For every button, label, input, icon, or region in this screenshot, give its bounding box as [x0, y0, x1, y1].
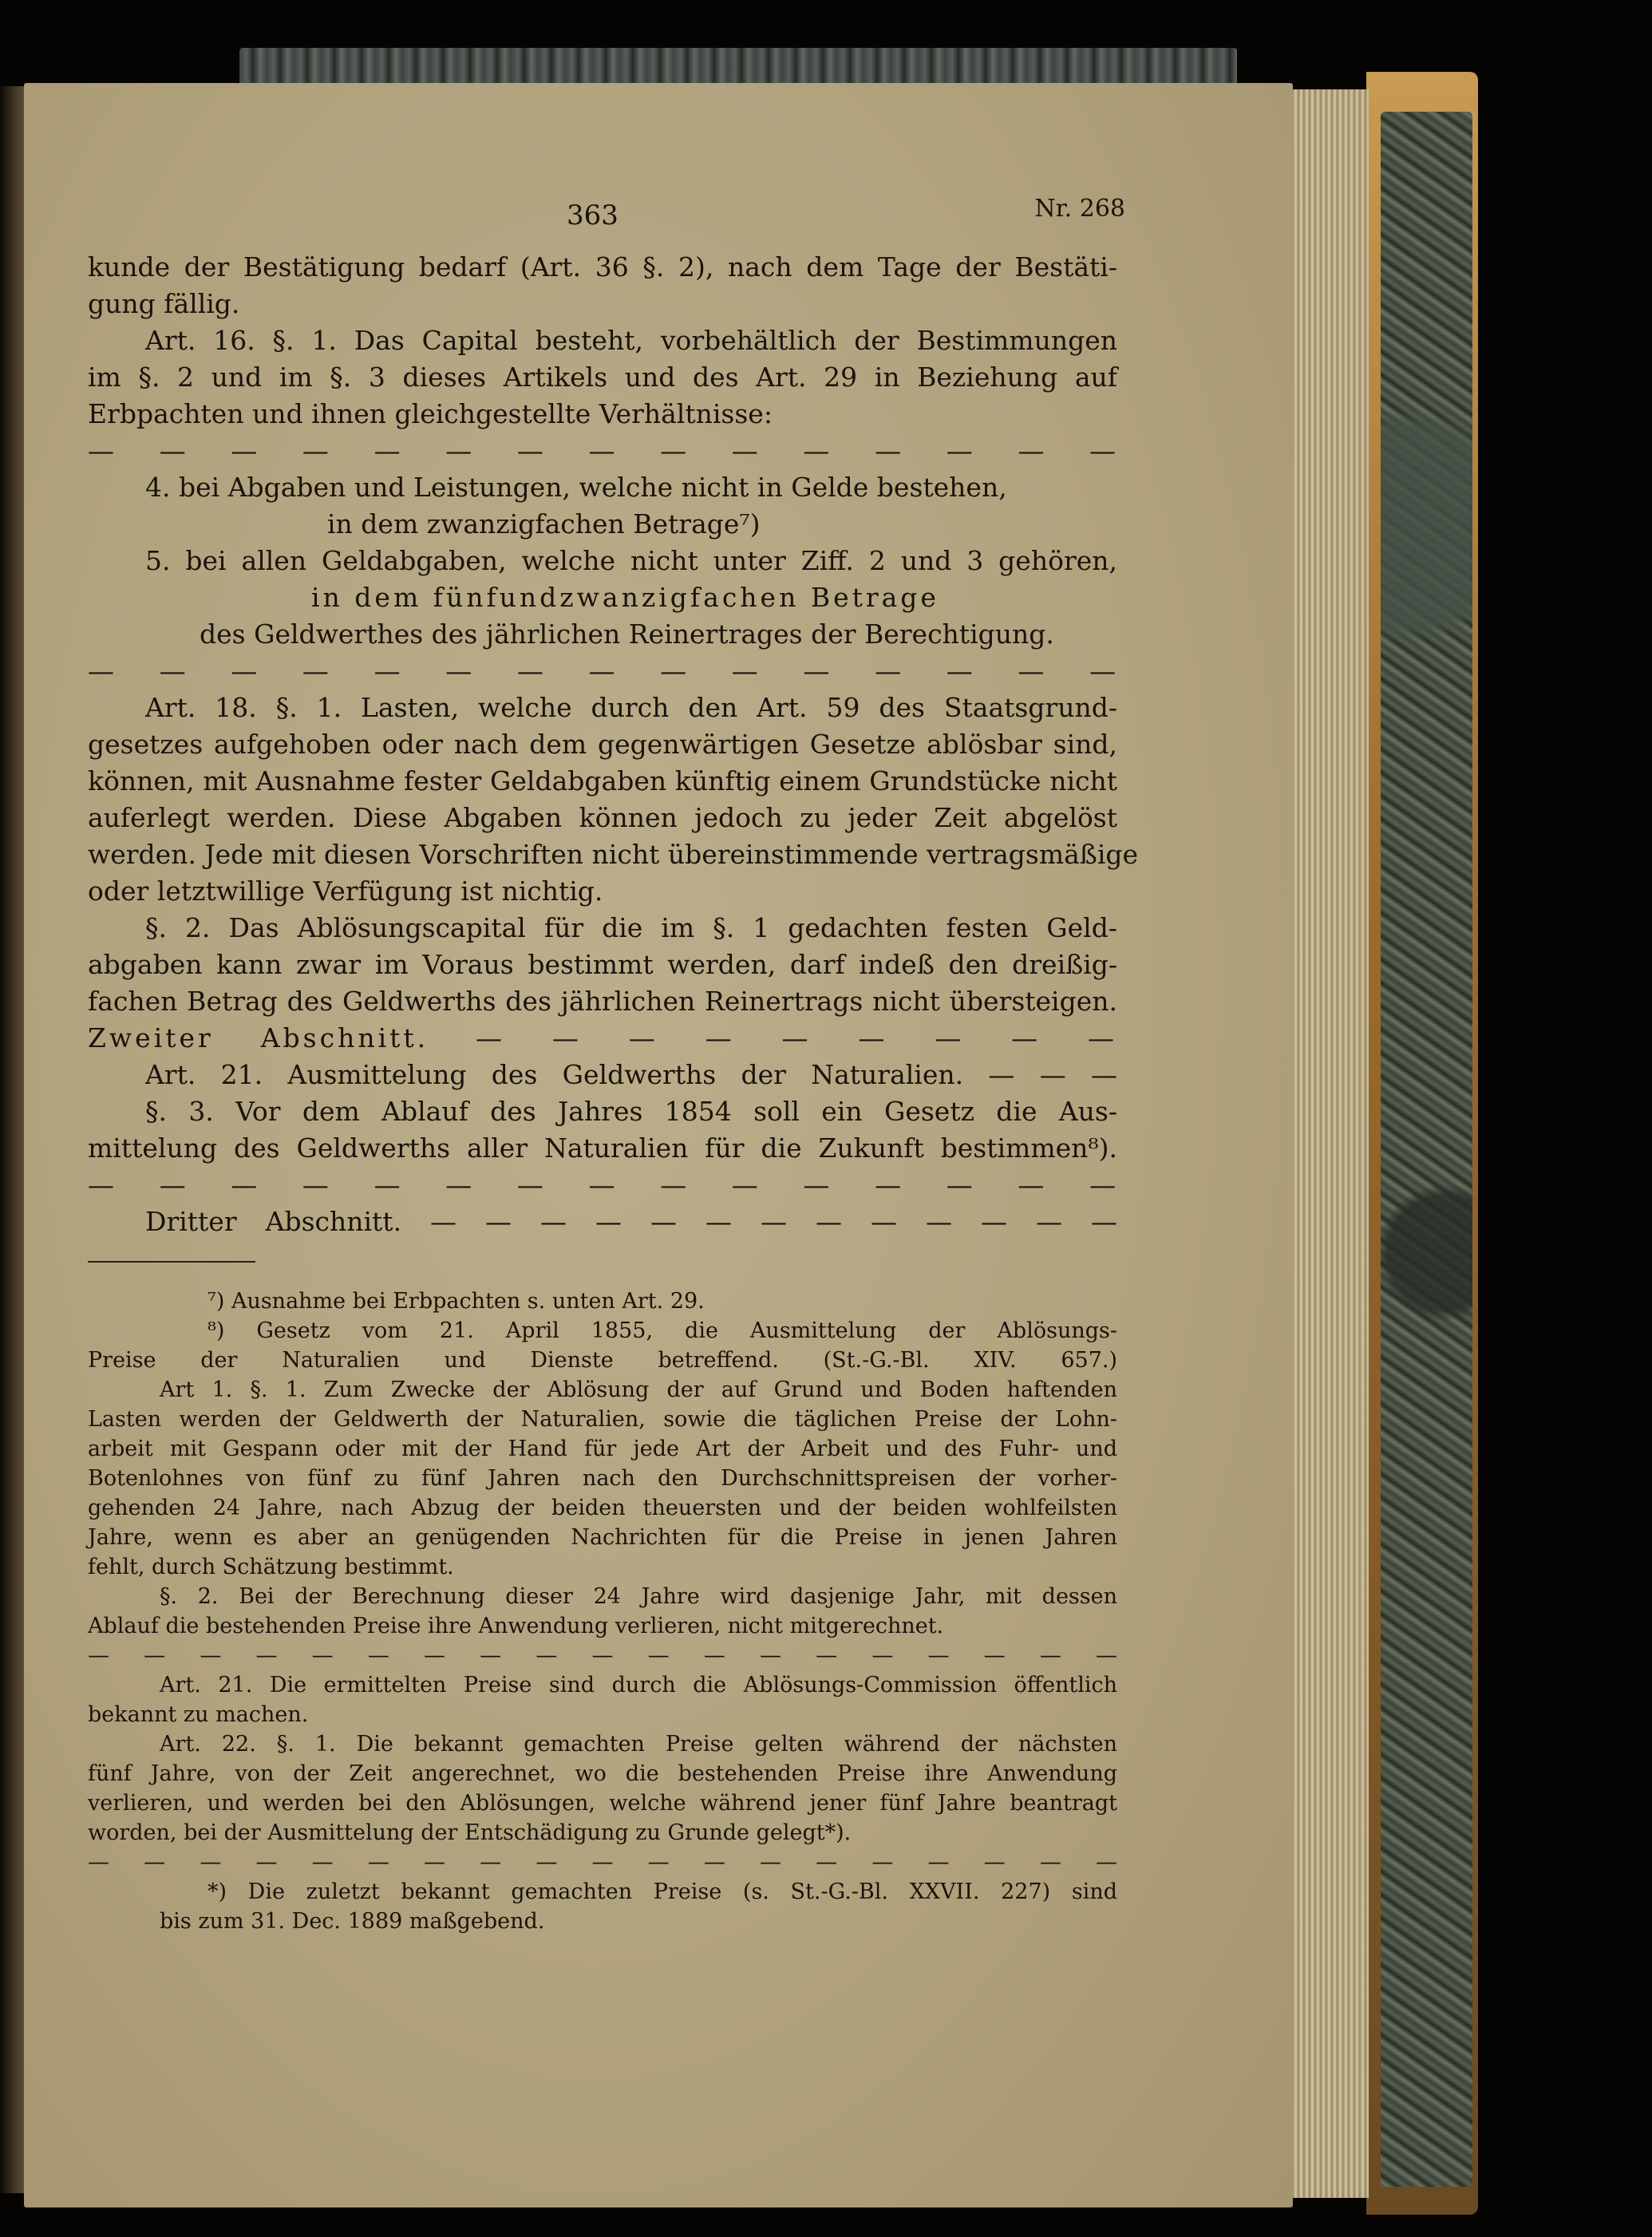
text-line: werden. Jede mit diesen Vorschriften nicht übereinstimmende vertragsmäßige: [88, 839, 1139, 870]
text-line: mittelung des Geldwerths aller Naturalien für die Zukunft bestimmen⁸).: [88, 1132, 1117, 1164]
footnote-line: bis zum 31. Dec. 1889 maßgebend.: [160, 1909, 545, 1934]
footnote-line: bekannt zu machen.: [88, 1702, 309, 1727]
footnote-line: Art. 21. Die ermittelten Preise sind durch die Ablösungs-Commission öffentlich: [160, 1673, 1117, 1698]
footnote-separator: [88, 1261, 255, 1263]
footnote-line: Botenlohnes von fünf zu fünf Jahren nach den Durchschnittspreisen der vorher-: [88, 1466, 1117, 1491]
text-line: im §. 2 und im §. 3 dieses Artikels und des Art. 29 in Beziehung auf: [88, 362, 1117, 393]
text-line: §. 3. Vor dem Ablauf des Jahres 1854 soll ein Gesetz die Aus-: [145, 1096, 1117, 1127]
footnote-line: verlieren, und werden bei den Ablösungen, welche während jener fünf Jahre beantragt: [88, 1791, 1117, 1816]
main-body: [88, 249, 1139, 1240]
text-line: Zweiter Abschnitt. — — — — — — — — —: [88, 1022, 1117, 1053]
footnote-line: fünf Jahre, von der Zeit angerechnet, wo die bestehenden Preise ihre Anwendung: [88, 1761, 1117, 1786]
text-line: gung fällig.: [88, 288, 240, 319]
text-line: Art. 21. Ausmittelung des Geldwerths der Naturalien. — — —: [145, 1059, 1117, 1090]
marbled-cover-paper: [1381, 112, 1472, 2187]
text-line: in dem zwanzigfachen Betrage⁷): [327, 508, 761, 539]
footnote-line: worden, bei der Ausmittelung der Entschädigung zu Grunde gelegt*).: [88, 1820, 852, 1845]
footnote-line: — — — — — — — — — — — — — — — — — — —: [88, 1643, 1117, 1668]
text-line: Art. 18. §. 1. Lasten, welche durch den Art. 59 des Staatsgrund-: [145, 692, 1117, 723]
text-line: fachen Betrag des Geldwerths des jährlichen Reinertrags nicht übersteigen.: [88, 986, 1117, 1017]
text-line: Erbpachten und ihnen gleichgestellte Verhältnisse:: [88, 398, 773, 429]
text-line: 5. bei allen Geldabgaben, welche nicht unter Ziff. 2 und 3 gehören,: [145, 545, 1117, 576]
facing-page-edge: [0, 86, 24, 2193]
text-line: Dritter Abschnitt. — — — — — — — — — — — — —: [145, 1206, 1117, 1237]
page-number: 363: [567, 200, 619, 231]
text-line: abgaben kann zwar im Voraus bestimmt werden, darf indeß den dreißig-: [88, 949, 1117, 980]
page-header: [88, 192, 1125, 249]
footnote-line: ⁸) Gesetz vom 21. April 1855, die Ausmittelung der Ablösungs-: [207, 1318, 1117, 1343]
footnote-line: *) Die zuletzt bekannt gemachten Preise (s. St.-G.-Bl. XXVII. 227) sind: [207, 1879, 1117, 1904]
footnote-line: — — — — — — — — — — — — — — — — — — —: [88, 1850, 1117, 1875]
footnote-line: Preise der Naturalien und Dienste betreffend. (St.-G.-Bl. XIV. 657.): [88, 1348, 1117, 1373]
document-number: Nr. 268: [1034, 195, 1125, 223]
footnote-line: Jahre, wenn es aber an genügenden Nachrichten für die Preise in jenen Jahren: [88, 1525, 1117, 1550]
text-line: des Geldwerthes des jährlichen Reinertrages der Berechtigung.: [200, 619, 1054, 650]
footnote-line: ⁷) Ausnahme bei Erbpachten s. unten Art. 29.: [207, 1289, 705, 1314]
footnote-line: Art. 22. §. 1. Die bekannt gemachten Preise gelten während der nächsten: [160, 1732, 1117, 1757]
text-line: oder letztwillige Verfügung ist nichtig.: [88, 875, 603, 907]
text-line: können, mit Ausnahme fester Geldabgaben künftig einem Grundstücke nicht: [88, 765, 1117, 796]
footnote-line: gehenden 24 Jahre, nach Abzug der beiden theuersten und der beiden wohlfeilsten: [88, 1496, 1117, 1520]
page-stack-edges: [1289, 89, 1369, 2198]
text-line: — — — — — — — — — — — — — — —: [88, 655, 1117, 686]
footnote-line: arbeit mit Gespann oder mit der Hand für jede Art der Arbeit und des Fuhr- und: [88, 1437, 1117, 1461]
text-line: in dem fünfundzwanzigfachen Betrage: [311, 582, 939, 613]
footnote-line: Ablauf die bestehenden Preise ihre Anwendung verlieren, nicht mitgerechnet.: [88, 1614, 944, 1638]
page-text: [88, 192, 1139, 1936]
footnote-line: Art 1. §. 1. Zum Zwecke der Ablösung der auf Grund und Boden haftenden: [160, 1377, 1117, 1402]
footnote-line: §. 2. Bei der Berechnung dieser 24 Jahre wird dasjenige Jahr, mit dessen: [160, 1584, 1117, 1609]
text-line: gesetzes aufgehoben oder nach dem gegenwärtigen Gesetze ablösbar sind,: [88, 729, 1117, 760]
footnote-line: Lasten werden der Geldwerth der Naturalien, sowie die täglichen Preise der Lohn-: [88, 1407, 1117, 1432]
text-line: — — — — — — — — — — — — — — —: [88, 1169, 1117, 1200]
text-line: auferlegt werden. Diese Abgaben können jedoch zu jeder Zeit abgelöst: [88, 802, 1117, 833]
text-line: — — — — — — — — — — — — — — —: [88, 435, 1117, 466]
book-top-edge: [239, 48, 1237, 88]
text-line: kunde der Bestätigung bedarf (Art. 36 §. 2), nach dem Tage der Bestäti-: [88, 251, 1117, 283]
text-line: §. 2. Das Ablösungscapital für die im §. 1 gedachten festen Geld-: [145, 912, 1117, 943]
text-line: Art. 16. §. 1. Das Capital besteht, vorbehältlich der Bestimmungen: [145, 325, 1117, 356]
text-line: 4. bei Abgaben und Leistungen, welche nicht in Gelde bestehen,: [145, 472, 1007, 503]
footnotes: [88, 1286, 1117, 1936]
footnote-line: fehlt, durch Schätzung bestimmt.: [88, 1555, 454, 1579]
